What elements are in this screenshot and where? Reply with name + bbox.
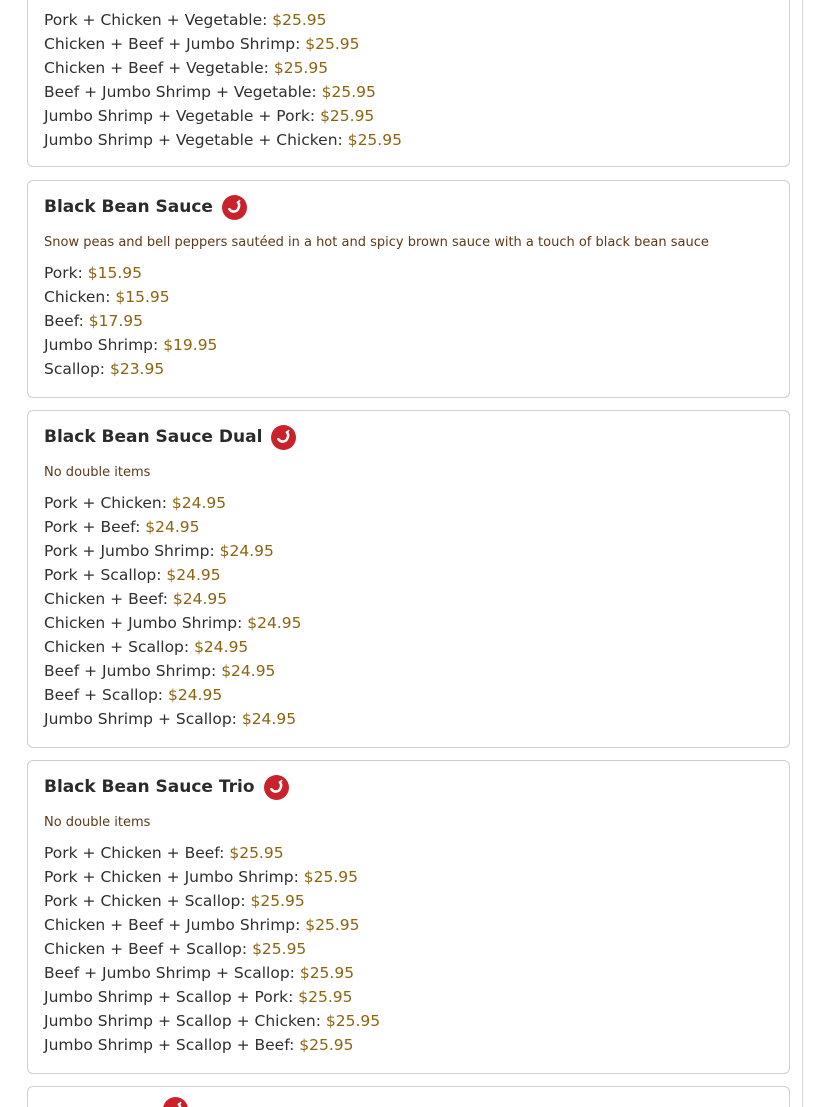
list-item — [44, 587, 302, 611]
list-item — [44, 333, 217, 357]
list-item — [44, 683, 302, 707]
item-label: Chicken + Beef + Jumbo Shrimp: — [44, 916, 301, 934]
item-label: Chicken + Beef + Vegetable: — [44, 59, 269, 77]
item-label: Pork + Chicken + Scallop: — [44, 892, 246, 910]
list-item — [44, 865, 380, 889]
item-label: Jumbo Shrimp + Scallop + Beef: — [44, 1036, 295, 1054]
item-price: $25.95 — [305, 916, 360, 934]
item-label: Beef: — [44, 312, 84, 330]
list-item — [44, 309, 217, 333]
list-item — [44, 515, 302, 539]
item-price: $23.95 — [109, 360, 165, 378]
item-label: Pork + Chicken + Jumbo Shrimp: — [44, 868, 299, 886]
item-price: $24.95 — [219, 542, 274, 560]
item-price: $25.95 — [272, 11, 327, 29]
item-label: Jumbo Shrimp + Vegetable + Chicken: — [44, 131, 343, 149]
list-item — [44, 104, 402, 128]
item-price: $25.95 — [273, 59, 329, 77]
list-item — [44, 1009, 380, 1033]
item-price: $25.95 — [303, 868, 358, 886]
item-label: Pork + Chicken + Beef: — [44, 844, 225, 862]
item-price: $25.95 — [320, 107, 375, 125]
item-price: $15.95 — [87, 264, 143, 282]
item-price: $25.95 — [299, 1036, 354, 1054]
section-description: Snow peas and bell peppers sautéed in a hot and spicy brown sauce with a touch of black bean sauce — [44, 235, 709, 250]
item-price: $24.95 — [166, 566, 221, 584]
list-item — [44, 889, 380, 913]
item-price: $24.95 — [167, 686, 223, 704]
item-label: Beef + Jumbo Shrimp: — [44, 662, 217, 680]
list-item — [44, 491, 302, 515]
item-price: $25.95 — [325, 1012, 381, 1030]
item-price: $24.95 — [145, 518, 200, 536]
item-label: Jumbo Shrimp + Scallop + Chicken: — [44, 1012, 321, 1030]
chili-pepper-icon — [271, 425, 296, 450]
menu-card-partial-top — [27, 0, 790, 167]
list-item — [44, 1033, 380, 1057]
card-header — [154, 1095, 188, 1107]
item-price: $25.95 — [298, 988, 353, 1006]
card-header — [44, 193, 247, 221]
list-item — [44, 128, 402, 152]
item-price: $17.95 — [88, 312, 144, 330]
item-label: Jumbo Shrimp + Scallop: — [44, 710, 237, 728]
price-list — [44, 261, 217, 381]
list-item — [44, 56, 402, 80]
list-item — [44, 539, 302, 563]
list-item — [44, 937, 380, 961]
list-item — [44, 635, 302, 659]
item-label: Jumbo Shrimp + Scallop + Pork: — [44, 988, 294, 1006]
list-item — [44, 285, 217, 309]
list-item — [44, 913, 380, 937]
page-edge-divider — [802, 0, 803, 1107]
item-price: $24.95 — [172, 590, 228, 608]
item-label: Pork + Chicken: — [44, 494, 167, 512]
item-label: Jumbo Shrimp: — [44, 336, 159, 354]
item-label: Pork + Chicken + Vegetable: — [44, 11, 268, 29]
list-item — [44, 8, 402, 32]
item-price: $15.95 — [115, 288, 170, 306]
list-item — [44, 357, 217, 381]
item-price: $25.95 — [321, 83, 376, 101]
list-item — [44, 985, 380, 1009]
item-label: Beef + Jumbo Shrimp + Scallop: — [44, 964, 295, 982]
price-list — [44, 841, 380, 1057]
list-item — [44, 961, 380, 985]
item-label: Chicken + Beef + Scallop: — [44, 940, 248, 958]
item-price: $19.95 — [163, 336, 218, 354]
item-label: Chicken + Beef: — [44, 590, 168, 608]
list-item — [44, 261, 217, 285]
item-label: Pork + Jumbo Shrimp: — [44, 542, 215, 560]
item-label: Pork: — [44, 264, 83, 282]
list-item — [44, 611, 302, 635]
menu-card-black-bean-sauce — [27, 180, 790, 398]
section-description: No double items — [44, 465, 151, 480]
item-label: Jumbo Shrimp + Vegetable + Pork: — [44, 107, 316, 125]
list-item — [44, 80, 402, 104]
list-item — [44, 707, 302, 731]
chili-pepper-icon — [222, 195, 247, 220]
list-item — [44, 659, 302, 683]
item-price: $25.95 — [252, 940, 307, 958]
item-price: $25.95 — [305, 35, 360, 53]
item-price: $25.95 — [347, 131, 402, 149]
item-label: Beef + Jumbo Shrimp + Vegetable: — [44, 83, 317, 101]
item-label: Scallop: — [44, 360, 106, 378]
item-label: Chicken: — [44, 288, 111, 306]
item-label: Beef + Scallop: — [44, 686, 164, 704]
item-label: Chicken + Scallop: — [44, 638, 190, 656]
chili-pepper-icon — [163, 1097, 188, 1107]
item-label: Pork + Scallop: — [44, 566, 162, 584]
item-price: $25.95 — [229, 844, 284, 862]
section-title: Black Bean Sauce — [44, 197, 213, 217]
item-label: Chicken + Beef + Jumbo Shrimp: — [44, 35, 301, 53]
section-title: Black Bean Sauce Dual — [44, 427, 263, 447]
card-header — [44, 423, 296, 451]
menu-card-partial-bottom — [27, 1086, 790, 1107]
item-price: $24.95 — [241, 710, 297, 728]
item-price: $24.95 — [247, 614, 302, 632]
item-price: $25.95 — [250, 892, 305, 910]
item-price: $25.95 — [299, 964, 355, 982]
card-header — [44, 773, 289, 801]
chili-pepper-icon — [264, 775, 289, 800]
item-label: Pork + Beef: — [44, 518, 141, 536]
section-description: No double items — [44, 815, 151, 830]
list-item — [44, 32, 402, 56]
item-price: $24.95 — [221, 662, 276, 680]
item-price: $24.95 — [171, 494, 227, 512]
menu-card-black-bean-sauce-dual — [27, 410, 790, 748]
price-list — [44, 8, 402, 152]
list-item — [44, 563, 302, 587]
section-title: Black Bean Sauce Trio — [44, 777, 255, 797]
item-label: Chicken + Jumbo Shrimp: — [44, 614, 243, 632]
menu-card-black-bean-sauce-trio — [27, 760, 790, 1074]
price-list — [44, 491, 302, 731]
item-price: $24.95 — [194, 638, 249, 656]
list-item — [44, 841, 380, 865]
